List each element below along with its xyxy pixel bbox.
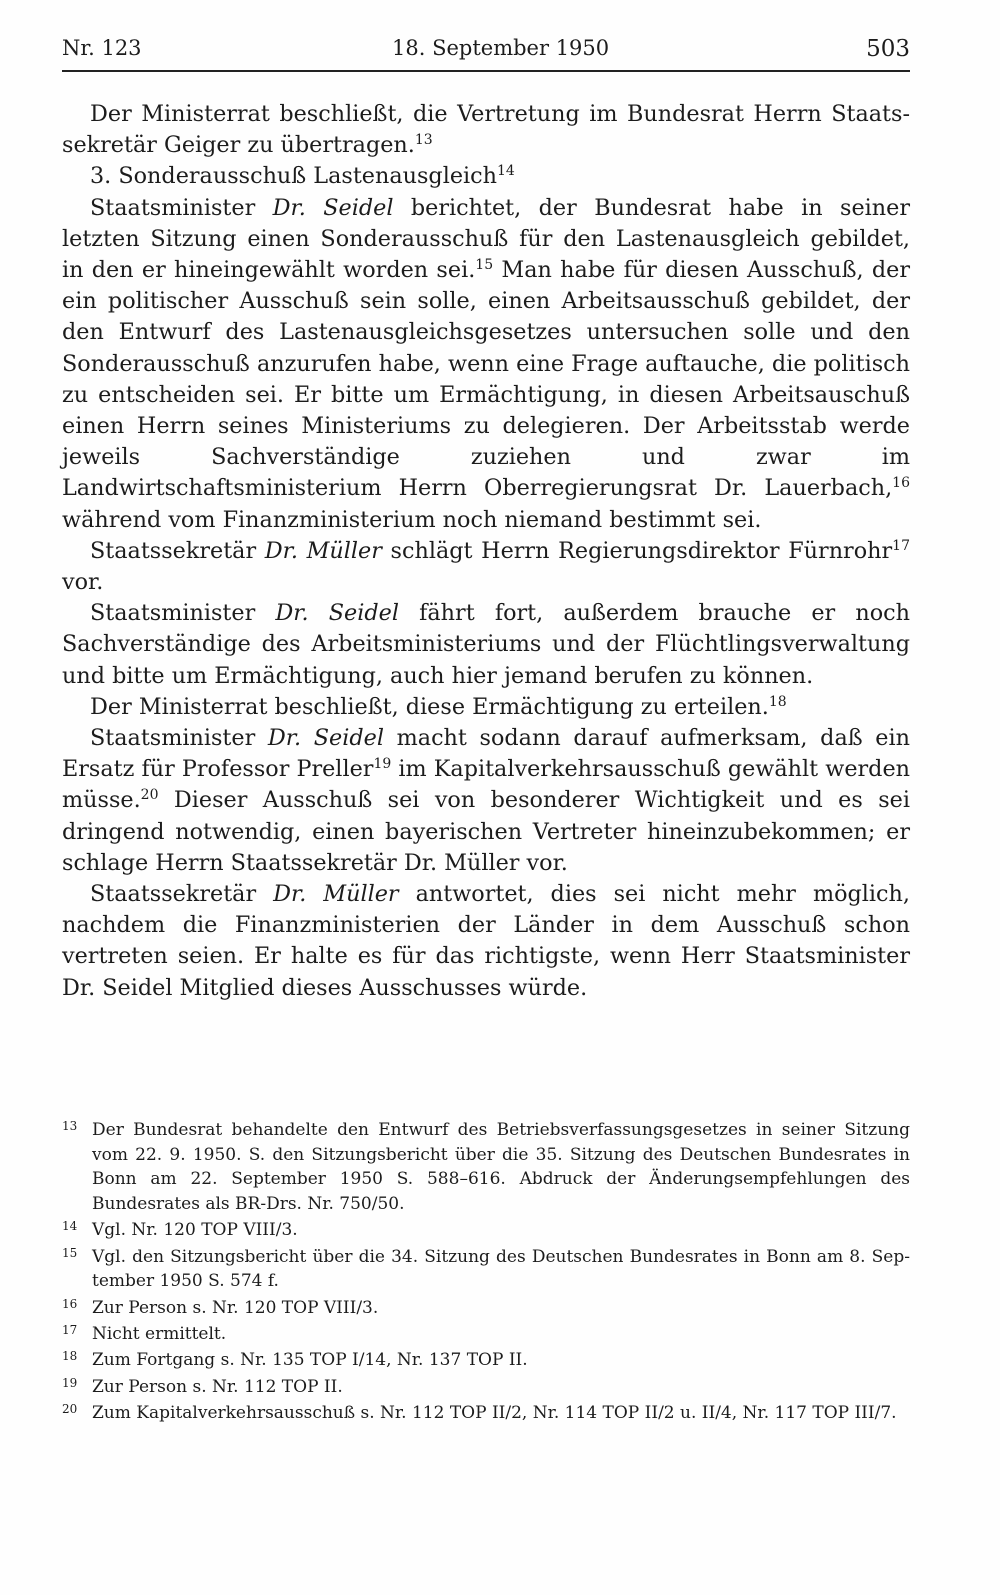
footnote-text: Vgl. Nr. 120 TOP VIII/3. [92, 1220, 298, 1241]
paragraph [62, 879, 910, 1004]
text-run: Staatsminister [90, 725, 268, 752]
paragraph [62, 723, 910, 879]
footnote [62, 1218, 910, 1243]
text-run: im Kapitalverkehrsausschuß gewählt werden müsse. [62, 756, 911, 814]
header-date: 18. September 1950 [392, 36, 610, 60]
footnote-number: 15 [62, 1245, 78, 1260]
paragraph [62, 99, 910, 161]
footnote-ref: 19 [373, 756, 392, 773]
text-run: fährt fort, außerdem brauche er noch Sachverständige des Arbeitsministeriums und der Flüchtlingsverwaltung und bitte um Ermächtigung, auch hier jemand berufen zu können. [62, 600, 910, 689]
footnote-number: 14 [62, 1219, 78, 1234]
paragraph [62, 536, 910, 598]
footnote [62, 1296, 910, 1321]
text-run: Der Ministerrat beschließt, diese Ermächtigung zu erteilen. [90, 693, 769, 720]
paragraph [62, 193, 910, 536]
footnote-ref: 18 [768, 693, 787, 710]
footnote-ref: 16 [892, 475, 910, 492]
speaker-name: Dr. Müller [273, 881, 399, 908]
text-run: 3. Sonderausschuß Lastenausgleich [90, 163, 498, 190]
footnote-ref: 15 [475, 257, 494, 274]
footnote-ref: 17 [892, 537, 910, 554]
speaker-name: Dr. Seidel [272, 194, 394, 221]
text-run: vor. [62, 569, 104, 596]
footnote-text: Der Bundesrat behandelte den Entwurf des Betriebsverfassungsgesetzes in seiner Sitzung vom 22. 9. 1950. S. den Sitzungsbericht über die 35. Sitzung des Deutschen Bundesrates in Bonn am 22. September 1950 S. 588–616. Abdruck der Änderungsempfehlungen des Bundesrates als BR-Drs. Nr. 750/50. [92, 1120, 910, 1214]
text-run: Man habe für diesen Ausschuß, der ein politischer Ausschuß sein solle, einen Arbeitsausschuß gebildet, der den Entwurf des Lastenausgleichsgesetzes untersuchen solle und den Sonderausschuß anzurufen habe, wenn eine Frage auftauche, die politisch zu entscheiden sei. Er bitte um Ermächtigung, in diesen Arbeitsauschuß einen Herrn seines Ministeriums zu delegieren. Der Arbeitsstab werde jeweils Sachverständige zuziehen und zwar im Landwirtschaftsministerium Herrn Oberregierungsrat Dr. Lauerbach, [62, 257, 910, 502]
paragraph [62, 598, 910, 692]
footnote-number: 18 [62, 1349, 78, 1364]
header-rule [62, 70, 910, 72]
footnote-text: Vgl. den Sitzungsbericht über die 34. Sitzung des Deutschen Bundesrates in Bonn am 8. September 1950 S. 574 f. [92, 1246, 910, 1292]
footnote-number: 16 [62, 1296, 78, 1311]
footnote [62, 1118, 910, 1216]
footnote [62, 1245, 910, 1294]
footnote-number: 20 [62, 1402, 78, 1417]
footnote-number: 17 [62, 1322, 78, 1337]
footnote [62, 1375, 910, 1400]
text-run: macht sodann darauf aufmerksam, daß ein Ersatz für Professor Preller [62, 725, 910, 783]
text-run: Staatssekretär [90, 881, 274, 908]
text-run: Staatssekretär [90, 537, 265, 564]
text-run: berichtet, der Bundesrat habe in seiner letzten Sitzung einen Sonderausschuß für den Lastenausgleich gebildet, in den er hineingewählt worden sei. [62, 194, 910, 284]
text-run: antwortet, dies sei nicht mehr möglich, nachdem die Finanzministerien der Länder in dem Ausschuß schon vertreten seien. Er halte es für das richtigste, wenn Herr Staatsminister Dr. Seidel Mitglied dieses Ausschusses würde. [62, 881, 910, 1001]
speaker-name: Dr. Seidel [267, 725, 384, 752]
text-run: Staatsminister [90, 194, 273, 221]
footnote [62, 1348, 910, 1373]
running-header [62, 34, 910, 64]
document-number: Nr. 123 [62, 36, 142, 60]
text-run: während vom Finanzministerium noch niemand bestimmt sei. [62, 506, 762, 533]
footnote-text: Zum Kapitalverkehrsausschuß s. Nr. 112 TOP II/2, Nr. 114 TOP II/2 u. II/4, Nr. 117 TOP III/7. [92, 1403, 897, 1424]
footnote-text: Zur Person s. Nr. 120 TOP VIII/3. [92, 1297, 379, 1318]
speaker-name: Dr. Müller [264, 537, 382, 564]
footnote [62, 1401, 910, 1426]
paragraph [62, 692, 910, 723]
footnote-number: 19 [62, 1375, 78, 1390]
speaker-name: Dr. Seidel [275, 600, 399, 627]
text-run: Der Ministerrat beschließt, die Vertretung im Bundesrat Herrn Staatssekretär Geiger zu übertragen. [62, 101, 910, 159]
footnote-ref: 13 [414, 132, 433, 149]
text-run: Dieser Ausschuß sei von besonderer Wichtigkeit und es sei dringend notwendig, einen bayerischen Vertreter hineinzubekommen; er schlage Herrn Staatssekretär Dr. Müller vor. [62, 787, 910, 876]
body-text [62, 99, 910, 1004]
footnote-ref: 20 [140, 787, 159, 804]
text-run: Staatsminister [90, 600, 276, 627]
page-number: 503 [866, 36, 910, 62]
section-heading [62, 161, 910, 192]
footnote-text: Zur Person s. Nr. 112 TOP II. [92, 1376, 343, 1397]
footnote [62, 1322, 910, 1347]
footnote-number: 13 [62, 1119, 78, 1133]
footnote-ref: 14 [497, 163, 515, 180]
footnote-text: Nicht ermittelt. [92, 1323, 227, 1344]
text-run: schlägt Herrn Regierungsdirektor Fürnrohr [381, 537, 893, 564]
footnote-text: Zum Fortgang s. Nr. 135 TOP I/14, Nr. 137 TOP II. [92, 1350, 528, 1371]
footnotes [62, 1118, 910, 1428]
